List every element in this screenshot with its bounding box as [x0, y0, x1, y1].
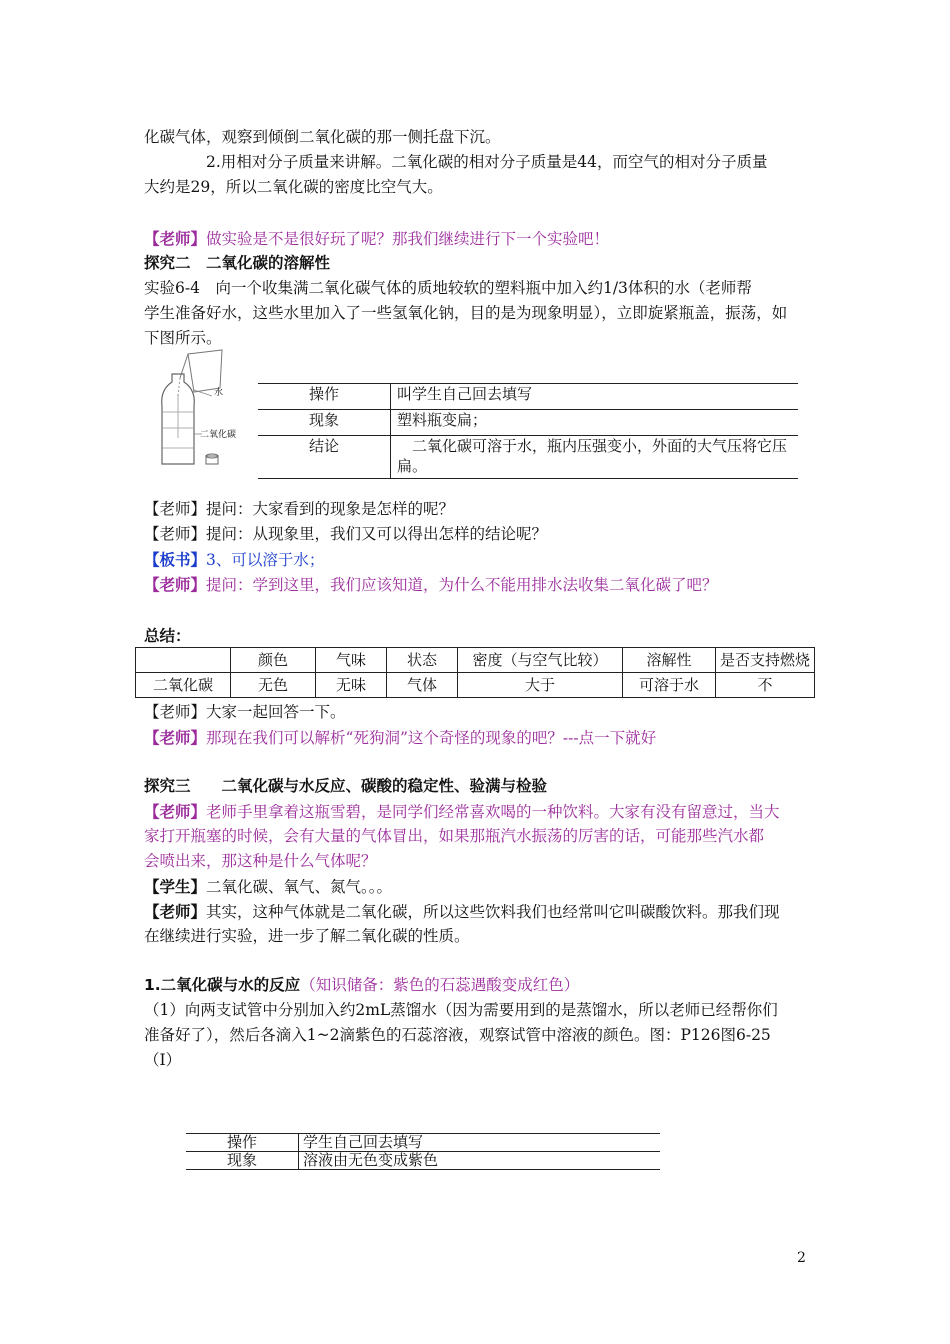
section-2 — [144, 251, 809, 351]
text-line: 实验6-4 向一个收集满二氧化碳气体的质地较软的塑料瓶中加入约1/3体积的水（老师帮 — [144, 279, 752, 297]
table-cell-value: 二氧化碳可溶于水，瓶内压强变小，外面的大气压将它压扁。 — [391, 436, 799, 479]
section-title: 探究三 二氧化碳与水反应、碳酸的稳定性、验满与检验 — [144, 777, 548, 795]
table-cell: 大于 — [458, 673, 623, 698]
reaction-note: （知识储备：紫色的石蕊遇酸变成红色） — [300, 976, 580, 994]
table-header: 是否支持燃烧 — [716, 648, 815, 673]
reaction-section — [144, 973, 809, 1073]
teacher-tag: 【老师】 — [144, 525, 207, 543]
teacher-text: 那现在我们可以解析“死狗洞”这个奇怪的现象的吧？---点一下就好 — [206, 729, 657, 747]
table-cell-key: 现象 — [186, 1152, 299, 1170]
teacher-text: 会喷出来，那这种是什么气体呢？ — [144, 852, 377, 870]
page-number: 2 — [797, 1250, 806, 1266]
question-text: 提问：大家看到的现象是怎样的呢？ — [206, 500, 455, 518]
table-header — [136, 648, 231, 673]
teacher-text: 其实，这种气体就是二氧化碳，所以这些饮料我们也经常叫它叫碳酸饮料。那我们现 — [206, 903, 780, 921]
qa-block — [144, 497, 809, 597]
board-tag: 【板书】 — [144, 550, 207, 569]
table-cell: 二氧化碳 — [136, 673, 231, 698]
board-text: 3、可以溶于水； — [206, 551, 325, 569]
text-line: 大约是29，所以二氧化碳的密度比空气大。 — [144, 178, 443, 196]
question-text: 提问：学到这里，我们应该知道，为什么不能用排水法收集二氧化碳了吧？ — [206, 576, 718, 594]
teacher-tag: 【老师】 — [144, 575, 207, 594]
teacher-text: 家打开瓶塞的时候，会有大量的气体冒出，如果那瓶汽水振荡的厉害的话，可能那些汽水都 — [144, 827, 765, 845]
table-cell-key: 操作 — [258, 384, 391, 410]
text-line: 化碳气体，观察到倾倒二氧化碳的那一侧托盘下沉。 — [144, 128, 501, 146]
table-row — [258, 384, 798, 410]
experiment-table — [258, 383, 798, 479]
summary-table — [135, 647, 815, 698]
table-header: 颜色 — [231, 648, 316, 673]
table-cell-key: 结论 — [258, 436, 391, 479]
text-line: 学生准备好水，这些水里加入了一些氢氧化钠，目的是为现象明显），立即旋紧瓶盖，振荡，如 — [144, 304, 788, 322]
table-header: 溶解性 — [623, 648, 716, 673]
text-line: 下图所示。 — [144, 329, 222, 347]
table-cell-value: 叫学生自己回去填写 — [391, 384, 799, 410]
water-label: 水 — [214, 388, 224, 398]
table-cell-key: 现象 — [258, 410, 391, 436]
bottle-illustration-icon — [150, 348, 250, 470]
table-cell: 无味 — [316, 673, 387, 698]
teacher-text: 做实验是不是很好玩了呢？那我们继续进行下一个实验吧！ — [206, 230, 610, 248]
table-header-row — [136, 648, 815, 673]
section-title: 探究二 二氧化碳的溶解性 — [144, 254, 331, 272]
table-cell-key: 操作 — [186, 1134, 299, 1152]
teacher-tag: 【老师】 — [144, 728, 207, 747]
teacher-text: 老师手里拿着这瓶雪碧，是同学们经常喜欢喝的一种饮料。大家有没有留意过，当大 — [206, 803, 780, 821]
table-cell: 可溶于水 — [623, 673, 716, 698]
teacher-tag: 【老师】 — [144, 802, 207, 821]
table-header: 状态 — [387, 648, 458, 673]
table-cell: 无色 — [231, 673, 316, 698]
teacher-tag: 【老师】 — [144, 500, 207, 518]
teacher-tag: 【老师】 — [144, 902, 207, 921]
question-text: 提问：从现象里，我们又可以得出怎样的结论呢？ — [206, 525, 548, 543]
teacher-text: 大家一起回答一下。 — [206, 703, 346, 721]
table-cell-value: 溶液由无色变成紫色 — [299, 1152, 661, 1170]
teacher-tag: 【老师】 — [144, 229, 207, 248]
table-header: 密度（与空气比较） — [458, 648, 623, 673]
table-row — [258, 410, 798, 436]
summary-title: 总结： — [144, 627, 191, 645]
student-text: 二氧化碳、氧气、氮气。。。 — [206, 878, 393, 896]
table-cell: 气体 — [387, 673, 458, 698]
text-line: （Ⅰ） — [144, 1051, 182, 1069]
reaction-table — [186, 1133, 660, 1170]
table-cell-value: 塑料瓶变扁； — [391, 410, 799, 436]
table-row — [186, 1134, 660, 1152]
table-row — [186, 1152, 660, 1170]
teacher-tag: 【老师】 — [144, 703, 207, 721]
text-line: （1）向两支试管中分别加入约2mL蒸馏水（因为需要用到的是蒸馏水，所以老师已经帮你们 — [144, 1001, 778, 1019]
table-cell: 不 — [716, 673, 815, 698]
teacher-text: 在继续进行实验，进一步了解二氧化碳的性质。 — [144, 927, 470, 945]
teacher-line — [144, 226, 809, 251]
table-row — [258, 436, 798, 479]
student-tag: 【学生】 — [144, 877, 207, 896]
section-3 — [144, 774, 809, 949]
text-line: 准备好了），然后各滴入1~2滴紫色的石蕊溶液，观察试管中溶液的颜色。图：P126图6-25 — [144, 1026, 771, 1044]
table-header: 气味 — [316, 648, 387, 673]
after-summary — [144, 700, 809, 750]
intro-paragraph — [144, 125, 809, 200]
bottle-figure — [150, 348, 250, 470]
table-cell-value: 学生自己回去填写 — [299, 1134, 661, 1152]
text-line: 2.用相对分子质量来讲解。二氧化碳的相对分子质量是44，而空气的相对分子质量 — [206, 153, 768, 171]
table-row — [136, 673, 815, 698]
co2-label: 二氧化碳 — [200, 430, 237, 440]
reaction-title: 1.二氧化碳与水的反应 — [144, 976, 301, 994]
